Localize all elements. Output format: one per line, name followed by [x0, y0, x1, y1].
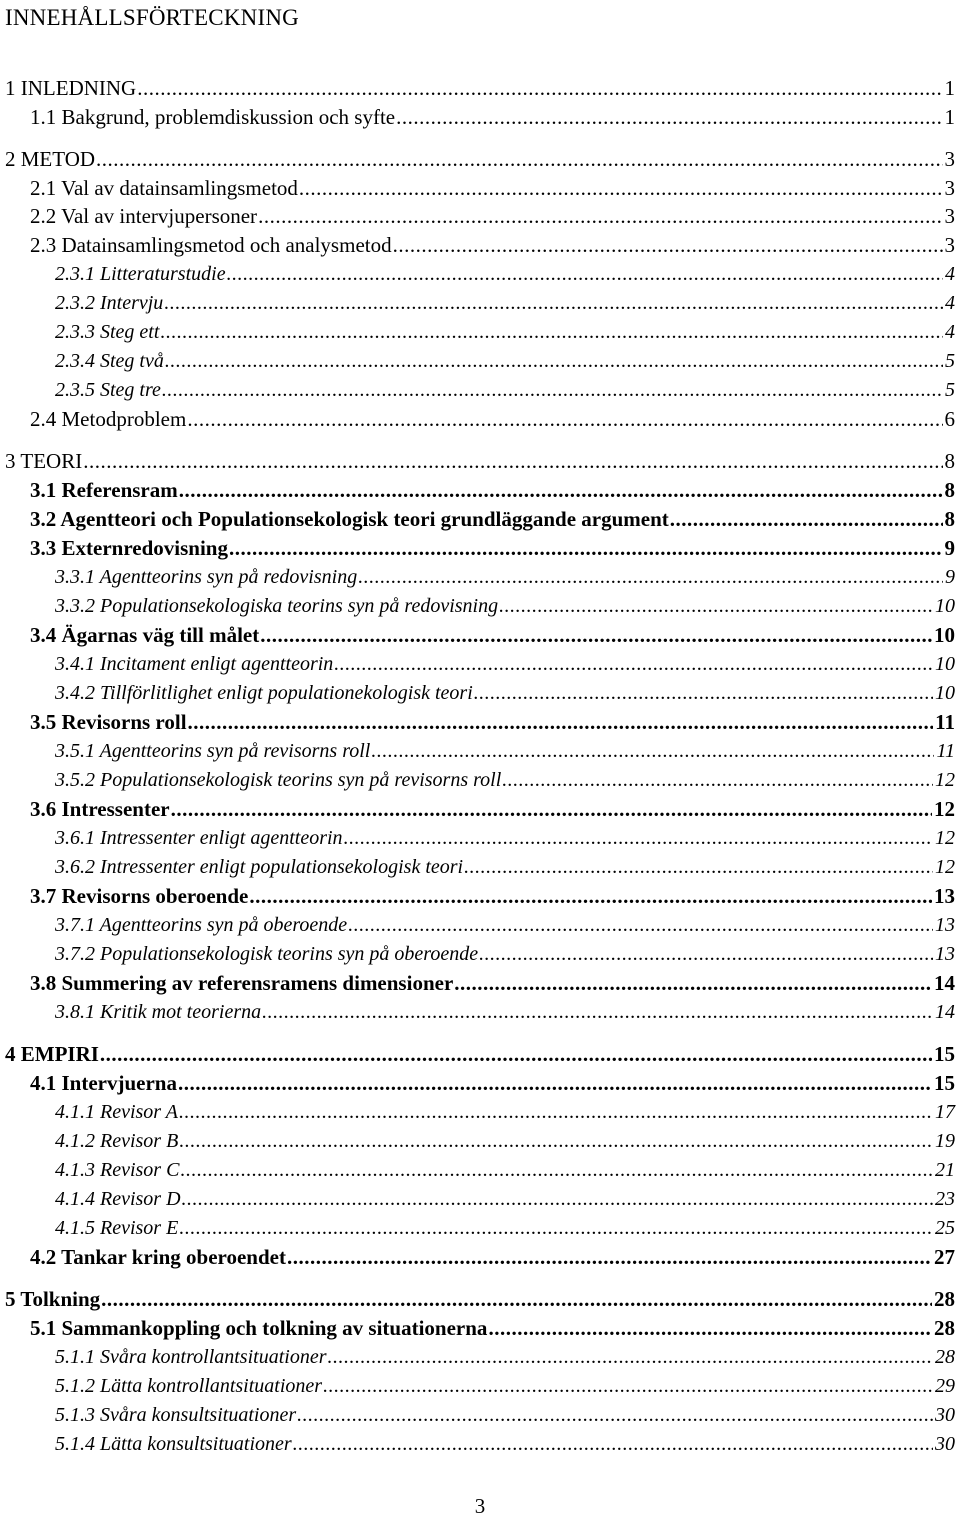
toc-entry-label: 3.3.2 Populationsekologiska teorins syn på redovisning: [55, 595, 499, 617]
toc-entry-label: 3.8 Summering av referensramens dimensioner: [30, 971, 454, 995]
dot-leader: [179, 1127, 933, 1156]
toc-entry-page: 4: [945, 321, 955, 343]
toc-entry-label: 3.5.2 Populationsekologisk teorins syn på revisorns roll: [55, 769, 502, 791]
toc-entry-page: 28: [934, 1287, 955, 1311]
toc-entry-label: 5.1.2 Lätta kontrollantsituationer: [55, 1375, 323, 1397]
toc-entry: [30, 174, 955, 203]
toc-entry: [30, 202, 955, 231]
toc-entry-page: 27: [934, 1245, 955, 1269]
dot-leader: [171, 795, 932, 824]
toc-entry-label: 3.5.1 Agentteorins syn på revisorns roll: [55, 740, 371, 762]
toc-entry-page: 30: [935, 1404, 955, 1426]
dot-leader: [454, 969, 932, 998]
toc-entry-page: 23: [935, 1188, 955, 1210]
dot-leader: [344, 824, 933, 853]
toc-entry-page: 13: [934, 884, 955, 908]
toc-entry-page: 4: [945, 263, 955, 285]
dot-leader: [358, 563, 943, 592]
toc-entry-label: 3.5 Revisorns roll: [30, 710, 187, 734]
toc-entry-page: 3: [944, 204, 955, 228]
dot-leader: [396, 103, 942, 132]
dot-leader: [100, 1040, 932, 1069]
dot-leader: [348, 911, 933, 940]
toc-entry-label: 3.3 Externredovisning: [30, 536, 228, 560]
toc-entry-label: 5 Tolkning: [5, 1287, 101, 1311]
toc-entry-page: 8: [944, 507, 955, 531]
toc-entry-label: 2.3.5 Steg tre: [55, 379, 161, 401]
toc-entry: [55, 376, 955, 405]
toc-entry: [30, 621, 955, 650]
toc-entry: [55, 824, 955, 853]
toc-entry-page: 4: [945, 292, 955, 314]
toc-entry: [55, 563, 955, 592]
toc-entry-label: 4.1.5 Revisor E: [55, 1217, 179, 1239]
toc-entry: [55, 1098, 955, 1127]
toc-entry-page: 11: [936, 740, 955, 762]
dot-leader: [137, 74, 942, 103]
toc-entry: [30, 534, 955, 563]
toc-entry: [5, 447, 955, 476]
toc-entry-page: 5: [945, 379, 955, 401]
toc-entry-label: 5.1.3 Svåra konsultsituationer: [55, 1404, 297, 1426]
dot-leader: [488, 1314, 932, 1343]
toc-entry-page: 28: [934, 1316, 955, 1340]
toc-entry-label: 4.2 Tankar kring oberoendet: [30, 1245, 286, 1269]
toc-entry-page: 28: [935, 1346, 955, 1368]
toc-entry-label: 3 TEORI: [5, 449, 83, 473]
toc-entry: [30, 505, 955, 534]
dot-leader: [323, 1372, 933, 1401]
toc-entry-label: 2.3 Datainsamlingsmetod och analysmetod: [30, 233, 392, 257]
toc-entry: [55, 853, 955, 882]
toc-entry-page: 15: [934, 1042, 955, 1066]
dot-leader: [96, 145, 942, 174]
toc-entry: [5, 145, 955, 174]
dot-leader: [178, 1069, 932, 1098]
toc-entry-page: 13: [935, 943, 955, 965]
toc-entry-label: 4.1.4 Revisor D: [55, 1188, 181, 1210]
toc-entry: [30, 1243, 955, 1272]
toc-entry-label: 3.7.2 Populationsekologisk teorins syn på oberoende: [55, 943, 479, 965]
toc-entry: [55, 998, 955, 1027]
toc-entry-page: 21: [935, 1159, 955, 1181]
toc-entry: [55, 766, 955, 795]
dot-leader: [393, 231, 943, 260]
toc-entry-page: 8: [944, 478, 955, 502]
toc-entry-label: 2.3.3 Steg ett: [55, 321, 160, 343]
dot-leader: [327, 1343, 933, 1372]
toc-entry-label: 2.1 Val av datainsamlingsmetod: [30, 176, 298, 200]
toc-entry: [55, 260, 955, 289]
toc-entry-page: 17: [935, 1101, 955, 1123]
toc-entry-page: 9: [945, 566, 955, 588]
toc-entry-label: 3.4 Ägarnas väg till målet: [30, 623, 260, 647]
dot-leader: [258, 202, 942, 231]
toc-entry: [55, 1372, 955, 1401]
toc-entry: [55, 289, 955, 318]
toc-entry: [30, 969, 955, 998]
toc-entry-page: 3: [944, 233, 955, 257]
toc-entry-label: 3.2 Agentteori och Populationsekologisk teori grundläggande argument: [30, 507, 669, 531]
dot-leader: [180, 1156, 933, 1185]
toc-entry-label: 3.4.2 Tillförlitlighet enligt populationekologisk teori: [55, 682, 473, 704]
toc-entry-page: 15: [934, 1071, 955, 1095]
toc-entry: [5, 1285, 955, 1314]
toc-entry: [30, 708, 955, 737]
toc-entry-label: 5.1.4 Lätta konsultsituationer: [55, 1433, 292, 1455]
dot-leader: [293, 1430, 933, 1459]
toc-entry: [30, 231, 955, 260]
toc-entry-page: 11: [935, 710, 955, 734]
toc-entry-label: 2.3.4 Steg två: [55, 350, 164, 372]
toc-entry-label: 4.1.1 Revisor A: [55, 1101, 178, 1123]
toc-entry-label: 1 INLEDNING: [5, 76, 137, 100]
toc-entry-page: 10: [935, 682, 955, 704]
toc-entry-label: 4.1.2 Revisor B: [55, 1130, 179, 1152]
dot-leader: [164, 289, 943, 318]
dot-leader: [101, 1285, 932, 1314]
dot-leader: [179, 1098, 933, 1127]
dot-leader: [464, 853, 933, 882]
toc-entry: [55, 650, 955, 679]
toc-entry: [55, 592, 955, 621]
toc-entry-page: 12: [934, 797, 955, 821]
toc-entry-label: 3.6.2 Intressenter enligt populationsekologisk teori: [55, 856, 464, 878]
toc-entry-label: 5.1 Sammankoppling och tolkning av situationerna: [30, 1316, 488, 1340]
toc-entry-label: 1.1 Bakgrund, problemdiskussion och syfte: [30, 105, 396, 129]
toc-entry-page: 12: [935, 856, 955, 878]
toc-entry: [55, 347, 955, 376]
toc-entry-page: 1: [944, 76, 955, 100]
toc-entry: [30, 405, 955, 434]
toc-entry-page: 8: [944, 449, 955, 473]
toc-entry-page: 1: [944, 105, 955, 129]
toc-entry-page: 13: [935, 914, 955, 936]
toc-entry-label: 2 METOD: [5, 147, 96, 171]
dot-leader: [297, 1401, 933, 1430]
page-number: 3: [474, 1494, 486, 1518]
toc-entry-label: 4.1 Intervjuerna: [30, 1071, 177, 1095]
toc-entry-page: 10: [935, 595, 955, 617]
toc-entry-label: 3.7 Revisorns oberoende: [30, 884, 249, 908]
dot-leader: [299, 174, 943, 203]
toc-entry-page: 12: [935, 769, 955, 791]
dot-leader: [502, 766, 933, 795]
dot-leader: [499, 592, 933, 621]
toc-entry-label: 2.3.1 Litteraturstudie: [55, 263, 226, 285]
dot-leader: [371, 737, 934, 766]
toc-entry-page: 14: [934, 971, 955, 995]
toc-entry: [55, 1127, 955, 1156]
dot-leader: [188, 708, 934, 737]
toc-entry-label: 4 EMPIRI: [5, 1042, 99, 1066]
toc-entry-label: 2.4 Metodproblem: [30, 407, 187, 431]
dot-leader: [165, 347, 943, 376]
toc-entry-page: 9: [944, 536, 955, 560]
toc-entry: [30, 1314, 955, 1343]
toc-entry-page: 12: [935, 827, 955, 849]
toc-entry: [30, 103, 955, 132]
page-title: INNEHÅLLSFÖRTECKNING: [5, 5, 299, 30]
dot-leader: [249, 882, 932, 911]
toc-entry-page: 10: [935, 653, 955, 675]
toc-entry: [5, 74, 955, 103]
toc-entry-page: 10: [934, 623, 955, 647]
dot-leader: [479, 940, 933, 969]
toc-entry: [55, 1214, 955, 1243]
toc-entry: [55, 1401, 955, 1430]
dot-leader: [179, 476, 943, 505]
toc-entry-page: 3: [944, 147, 955, 171]
toc-entry: [55, 679, 955, 708]
dot-leader: [334, 650, 933, 679]
toc-entry: [55, 318, 955, 347]
dot-leader: [160, 318, 943, 347]
toc-entry-label: 3.3.1 Agentteorins syn på redovisning: [55, 566, 358, 588]
toc-entry: [5, 1040, 955, 1069]
toc-entry-label: 3.6.1 Intressenter enligt agentteorin: [55, 827, 343, 849]
dot-leader: [262, 998, 933, 1027]
toc-entry-page: 3: [944, 176, 955, 200]
toc-entry: [30, 1069, 955, 1098]
toc-entry-page: 14: [935, 1001, 955, 1023]
toc-entry: [55, 1185, 955, 1214]
toc-entry-label: 2.2 Val av intervjupersoner: [30, 204, 258, 228]
dot-leader: [260, 621, 932, 650]
dot-leader: [182, 1185, 933, 1214]
toc-entry: [55, 737, 955, 766]
toc-entry: [55, 1343, 955, 1372]
toc-entry: [55, 940, 955, 969]
toc-entry: [55, 911, 955, 940]
dot-leader: [83, 447, 942, 476]
toc-entry-label: 3.8.1 Kritik mot teorierna: [55, 1001, 262, 1023]
toc-entry: [30, 476, 955, 505]
toc-entry-page: 6: [944, 407, 955, 431]
toc-entry-label: 2.3.2 Intervju: [55, 292, 164, 314]
toc-entry-page: 30: [935, 1433, 955, 1455]
toc-entry-page: 25: [935, 1217, 955, 1239]
toc-entry-page: 5: [945, 350, 955, 372]
dot-leader: [179, 1214, 933, 1243]
toc-entry-label: 3.1 Referensram: [30, 478, 178, 502]
toc-entry: [55, 1430, 955, 1459]
dot-leader: [287, 1243, 932, 1272]
dot-leader: [229, 534, 943, 563]
dot-leader: [187, 405, 942, 434]
dot-leader: [670, 505, 943, 534]
dot-leader: [162, 376, 943, 405]
toc-entry-label: 3.4.1 Incitament enligt agentteorin: [55, 653, 334, 675]
toc-entry: [30, 882, 955, 911]
toc-entry-label: 5.1.1 Svåra kontrollantsituationer: [55, 1346, 327, 1368]
toc-entry-label: 4.1.3 Revisor C: [55, 1159, 180, 1181]
toc-entry-label: 3.7.1 Agentteorins syn på oberoende: [55, 914, 348, 936]
toc-entry: [30, 795, 955, 824]
dot-leader: [474, 679, 933, 708]
toc-entry: [55, 1156, 955, 1185]
toc-entry-page: 29: [935, 1375, 955, 1397]
toc-entry-page: 19: [935, 1130, 955, 1152]
dot-leader: [227, 260, 943, 289]
toc-entry-label: 3.6 Intressenter: [30, 797, 170, 821]
